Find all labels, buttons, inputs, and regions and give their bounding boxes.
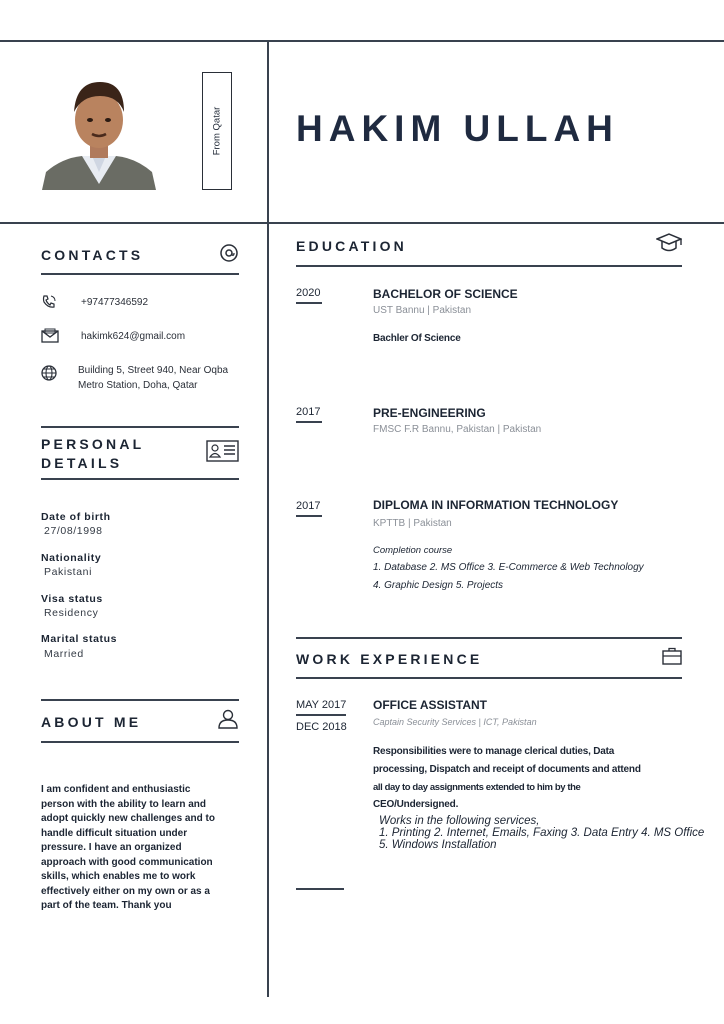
about-title: ABOUT ME: [41, 714, 142, 730]
id-card-icon: [206, 440, 239, 467]
contacts-underline: [41, 273, 239, 275]
about-line: part of the team. Thank you: [41, 900, 172, 911]
about-text: [41, 783, 215, 914]
phone-text[interactable]: +97477346592: [81, 297, 149, 308]
work-service-line: Works in the following services,: [379, 815, 540, 827]
about-line: effectively either on my own or as a: [41, 885, 210, 897]
profile-photo: [42, 72, 156, 190]
top-border: [0, 40, 724, 42]
work-service-line: 5. Windows Installation: [379, 839, 497, 851]
about-top-line: [41, 699, 239, 701]
dob-value: 27/08/1998: [44, 525, 103, 537]
personal-title-line-1: PERSONAL: [41, 436, 145, 452]
nationality-label: Nationality: [41, 552, 102, 564]
address-line-1: Building 5, Street 940, Near Oqba: [78, 365, 229, 376]
marital-label: Marital status: [41, 633, 118, 645]
about-line: pressure. I have an organized: [41, 842, 182, 853]
work-title: WORK EXPERIENCE: [296, 651, 483, 667]
candidate-name: HAKIM ULLAH: [296, 108, 619, 149]
about-line: person with the ability to learn and: [41, 798, 207, 810]
edu-desc-line: 4. Graphic Design 5. Projects: [373, 580, 504, 591]
education-title: EDUCATION: [296, 238, 407, 254]
edu-year: 2020: [296, 287, 321, 299]
work-start-date: MAY 2017: [296, 699, 347, 711]
work-company: Captain Security Services | ICT, Pakistan: [373, 717, 537, 727]
visa-label: Visa status: [41, 593, 103, 605]
briefcase-icon: [662, 647, 682, 670]
edu-desc-line: Completion course: [373, 545, 453, 556]
edu-institution: FMSC F.R Bannu, Pakistan | Pakistan: [373, 424, 542, 435]
work-date-bar: [296, 714, 346, 716]
work-underline: [296, 677, 682, 679]
personal-top-line: [41, 426, 239, 428]
work-resp-line: Responsibilities were to manage clerical duties, Data: [373, 746, 615, 757]
edu-desc-line: 1. Database 2. MS Office 3. E-Commerce & Web Technology: [373, 562, 644, 573]
marital-value: Married: [44, 648, 84, 660]
edu-degree: BACHELOR OF SCIENCE: [373, 287, 518, 301]
personal-underline: [41, 478, 239, 480]
contacts-title: CONTACTS: [41, 247, 144, 263]
education-underline: [296, 265, 682, 267]
phone-icon: [41, 294, 57, 315]
edu-degree: PRE-ENGINEERING: [373, 406, 486, 420]
work-end-bar: [296, 888, 344, 890]
address-line-2: Metro Station, Doha, Qatar: [78, 380, 198, 391]
user-icon: [218, 709, 238, 734]
edu-institution: UST Bannu | Pakistan: [373, 305, 472, 316]
work-resp-line: all day to day assignments extended to him by the: [373, 782, 581, 793]
edu-year-bar: [296, 302, 322, 304]
about-line: handle difficult situation under: [41, 827, 188, 839]
work-top-line: [296, 637, 682, 639]
email-text[interactable]: hakimk624@gmail.com: [81, 331, 186, 342]
edu-year: 2017: [296, 500, 321, 512]
work-service-line: 1. Printing 2. Internet, Emails, Faxing 3. Data Entry 4. MS Office: [379, 827, 705, 839]
work-resp-line: CEO/Undersigned.: [373, 799, 459, 810]
about-line: skills, which enables me to work: [41, 871, 196, 882]
edu-institution: KPTTB | Pakistan: [373, 518, 452, 529]
graduation-cap-icon: [656, 232, 682, 259]
work-end-date: DEC 2018: [296, 721, 347, 733]
edu-year: 2017: [296, 406, 321, 418]
about-line: approach with good communication: [41, 856, 213, 868]
header-divider: [0, 222, 724, 224]
dob-label: Date of birth: [41, 511, 111, 523]
about-line: adopt quickly new challenges and to: [41, 813, 215, 824]
at-sign-icon: [220, 244, 238, 267]
edu-year-bar: [296, 421, 322, 423]
mail-icon: [41, 328, 59, 349]
column-divider: [267, 40, 269, 997]
about-underline: [41, 741, 239, 743]
edu-degree: DIPLOMA IN INFORMATION TECHNOLOGY: [373, 498, 619, 512]
work-resp-line: processing, Dispatch and receipt of documents and attend: [373, 764, 641, 775]
edu-note: Bachler Of Science: [373, 333, 461, 344]
edu-year-bar: [296, 515, 322, 517]
about-line: I am confident and enthusiastic: [41, 784, 191, 795]
nationality-value: Pakistani: [44, 566, 93, 578]
origin-badge-text: From Qatar: [211, 106, 223, 156]
globe-icon: [41, 363, 57, 386]
work-role: OFFICE ASSISTANT: [373, 698, 487, 712]
visa-value: Residency: [44, 607, 99, 619]
personal-title-line-2: DETAILS: [41, 455, 123, 471]
origin-badge: [202, 72, 232, 190]
